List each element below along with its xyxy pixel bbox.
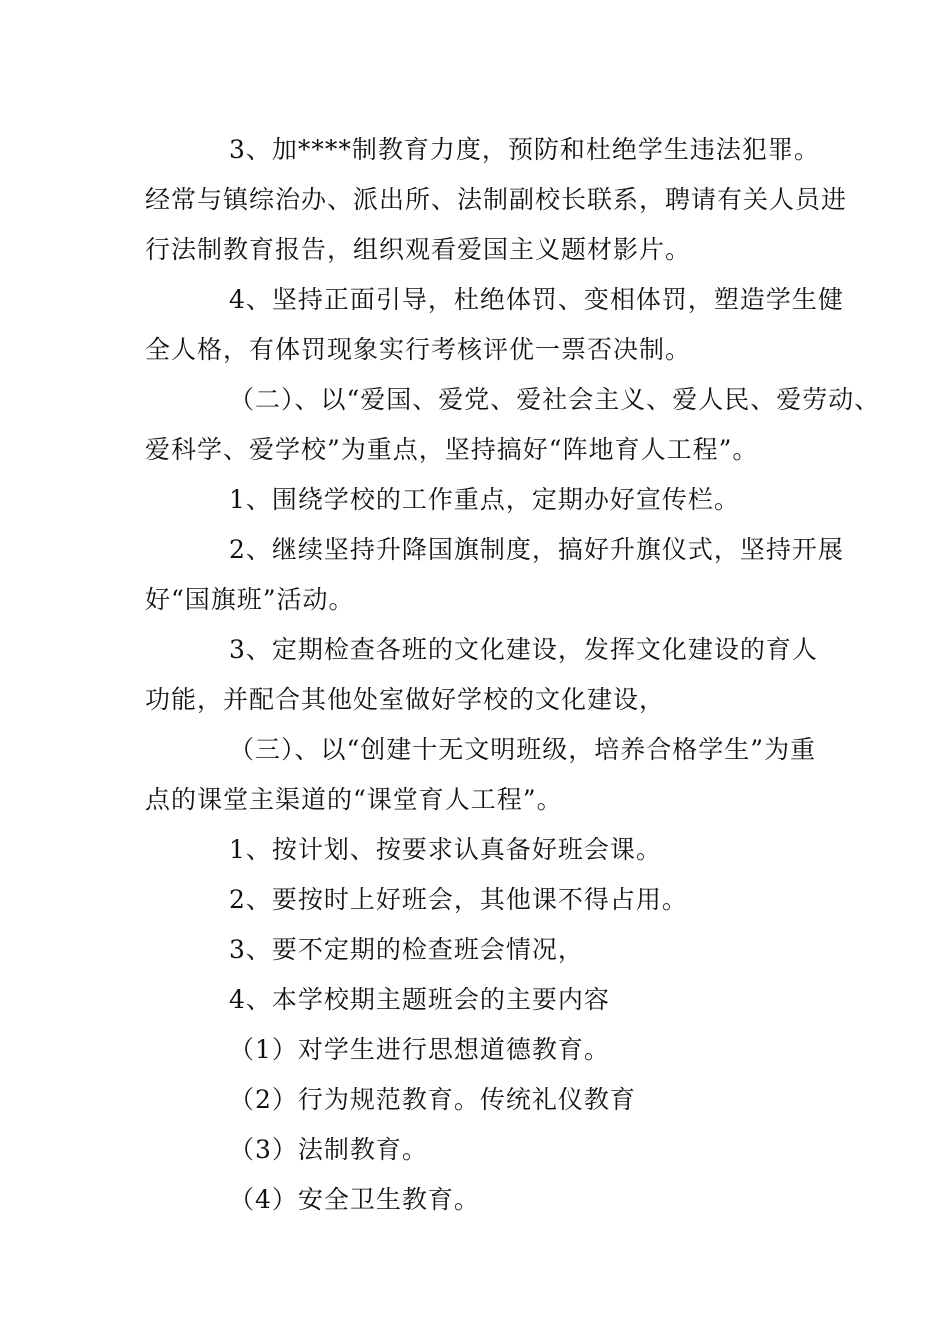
text-line: 经常与镇综治办、派出所、法制副校长联系，聘请有关人员进: [145, 185, 848, 214]
text-line: 功能，并配合其他处室做好学校的文化建设，: [145, 685, 666, 714]
text-line: 2、继续坚持升降国旗制度，搞好升旗仪式，坚持开展: [229, 535, 844, 564]
text-line: 3、加****制教育力度，预防和杜绝学生违法犯罪。: [229, 135, 820, 164]
text-line: 1、围绕学校的工作重点，定期办好宣传栏。: [229, 485, 740, 514]
text-line: 4、坚持正面引导，杜绝体罚、变相体罚，塑造学生健: [229, 285, 844, 314]
list-item: （4）安全卫生教育。: [229, 1185, 480, 1214]
text-line: 行法制教育报告，组织观看爱国主义题材影片。: [145, 235, 692, 264]
text-line: 2、要按时上好班会，其他课不得占用。: [229, 885, 688, 914]
text-line: 好“国旗班”活动。: [145, 585, 355, 614]
text-line: 点的课堂主渠道的“课堂育人工程”。: [145, 785, 563, 814]
list-item: （2）行为规范教育。传统礼仪教育: [229, 1085, 636, 1114]
text-line: 3、要不定期的检查班会情况，: [229, 935, 584, 964]
list-item: （1）对学生进行思想道德教育。: [229, 1035, 610, 1064]
list-item: （3）法制教育。: [229, 1135, 428, 1164]
text-line: 3、定期检查各班的文化建设，发挥文化建设的育人: [229, 635, 818, 664]
section-heading-3: （三）、以“创建十无文明班级，培养合格学生”为重: [229, 735, 817, 764]
text-line: 4、本学校期主题班会的主要内容: [229, 985, 610, 1014]
text-line: 全人格，有体罚现象实行考核评优一票否决制。: [145, 335, 692, 364]
section-heading-2: （二）、以“爱国、爱党、爱社会主义、爱人民、爱劳动、: [229, 385, 881, 414]
text-line: 爱科学、爱学校”为重点，坚持搞好“阵地育人工程”。: [145, 435, 759, 464]
text-line: 1、按计划、按要求认真备好班会课。: [229, 835, 662, 864]
